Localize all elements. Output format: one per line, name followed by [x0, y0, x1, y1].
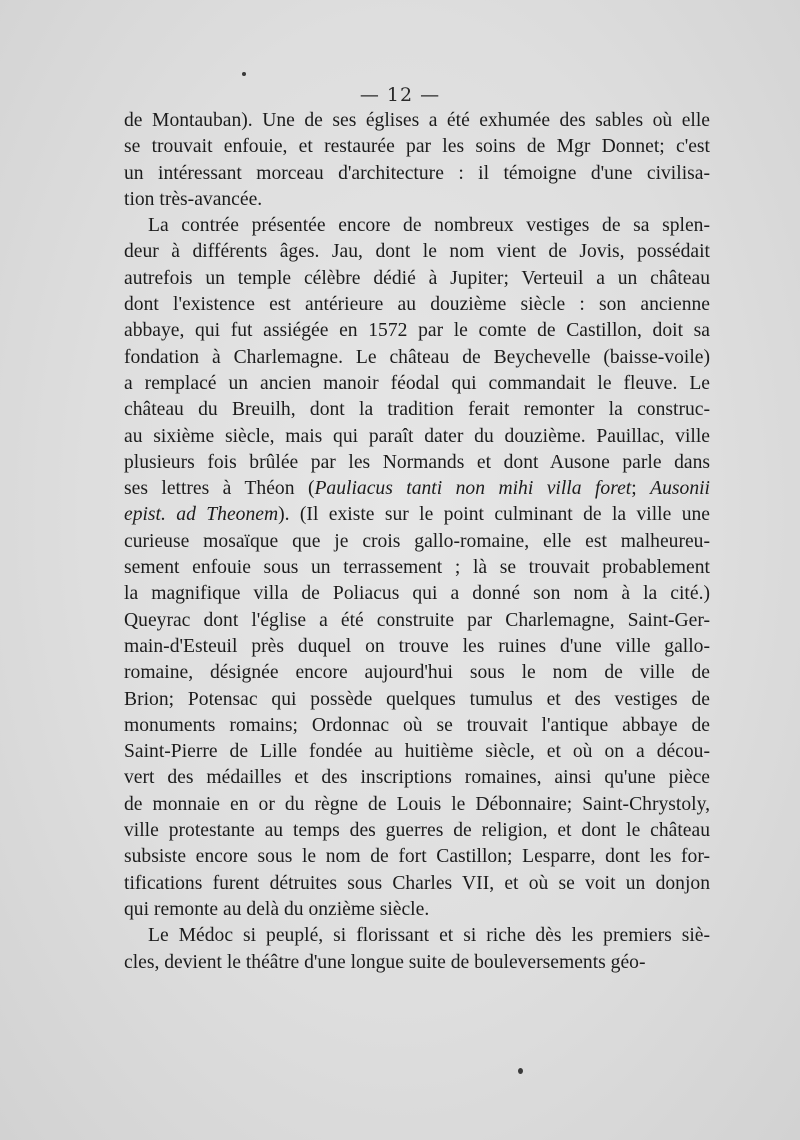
text-line: se trouvait enfouie, et restaurée par les soins de Mgr Donnet; c'est [124, 136, 710, 158]
text-line: vert des médailles et des inscriptions romaines, ainsi qu'une pièce [124, 767, 710, 789]
body-text [124, 108, 710, 976]
paragraph [124, 108, 710, 213]
text-line: de Montauban). Une de ses églises a été exhumée des sables où elle [124, 110, 710, 131]
paragraph [124, 213, 710, 923]
text-line: Saint-Pierre de Lille fondée au huitième siècle, et où on a décou- [124, 741, 710, 763]
text-line: subsiste encore sous le nom de fort Castillon; Lesparre, dont les for- [124, 846, 710, 868]
text-line: fondation à Charlemagne. Le château de Beychevelle (baisse-voile) [124, 346, 710, 368]
text-line: Le Médoc si peuplé, si florissant et si riche dès les premiers siè- [148, 925, 710, 947]
text-line: epist. ad Theonem). (Il existe sur le point culminant de la ville une [124, 504, 710, 526]
ink-speck [242, 72, 246, 76]
text-line: dont l'existence est antérieure au douzième siècle : son ancienne [124, 294, 710, 316]
text-line: la magnifique villa de Poliacus qui a donné son nom à la cité.) [124, 583, 710, 605]
text-line: cles, devient le théâtre d'une longue suite de bouleversements géo- [124, 951, 646, 973]
text-line: main-d'Esteuil près duquel on trouve les ruines d'une ville gallo- [124, 635, 710, 657]
text-line: deur à différents âges. Jau, dont le nom vient de Jovis, possédait [124, 241, 710, 263]
text-line: Brion; Potensac qui possède quelques tumulus et des vestiges de [124, 688, 710, 710]
text-line: au sixième siècle, mais qui paraît dater du douzième. Pauillac, ville [124, 425, 710, 447]
text-line: qui remonte au delà du onzième siècle. [124, 898, 430, 920]
text-line: La contrée présentée encore de nombreux vestiges de sa splen- [148, 215, 710, 237]
text-line: tifications furent détruites sous Charles VII, et où se voit un donjon [124, 872, 710, 894]
text-line: autrefois un temple célèbre dédié à Jupiter; Verteuil a un château [124, 267, 710, 289]
page-number: — 12 — [359, 84, 441, 106]
text-line: ville protestante au temps des guerres de religion, et dont le château [124, 820, 710, 842]
text-line: a remplacé un ancien manoir féodal qui commandait le fleuve. Le [124, 372, 710, 394]
text-line: romaine, désignée encore aujourd'hui sous le nom de ville de [124, 662, 710, 684]
ink-speck [518, 1068, 523, 1074]
text-line: curieuse mosaïque que je crois gallo-romaine, elle est malheureu- [124, 530, 710, 552]
text-line: ses lettres à Théon (Pauliacus tanti non mihi villa foret; Ausonii [124, 478, 710, 500]
text-line: de monnaie en or du règne de Louis le Débonnaire; Saint-Chrystoly, [124, 793, 710, 815]
text-line: tion très-avancée. [124, 188, 263, 210]
text-line: sement enfouie sous un terrassement ; là se trouvait probablement [124, 557, 710, 579]
text-line: château du Breuilh, dont la tradition ferait remonter la construc- [124, 399, 710, 421]
text-line: Queyrac dont l'église a été construite par Charlemagne, Saint-Ger- [124, 609, 710, 631]
text-line: abbaye, qui fut assiégée en 1572 par le comte de Castillon, doit sa [124, 320, 710, 342]
text-line: plusieurs fois brûlée par les Normands et dont Ausone parle dans [124, 451, 710, 473]
text-line: monuments romains; Ordonnac où se trouvait l'antique abbaye de [124, 714, 710, 736]
text-line: un intéressant morceau d'architecture : il témoigne d'une civilisa- [124, 162, 710, 184]
paragraph [124, 923, 710, 976]
